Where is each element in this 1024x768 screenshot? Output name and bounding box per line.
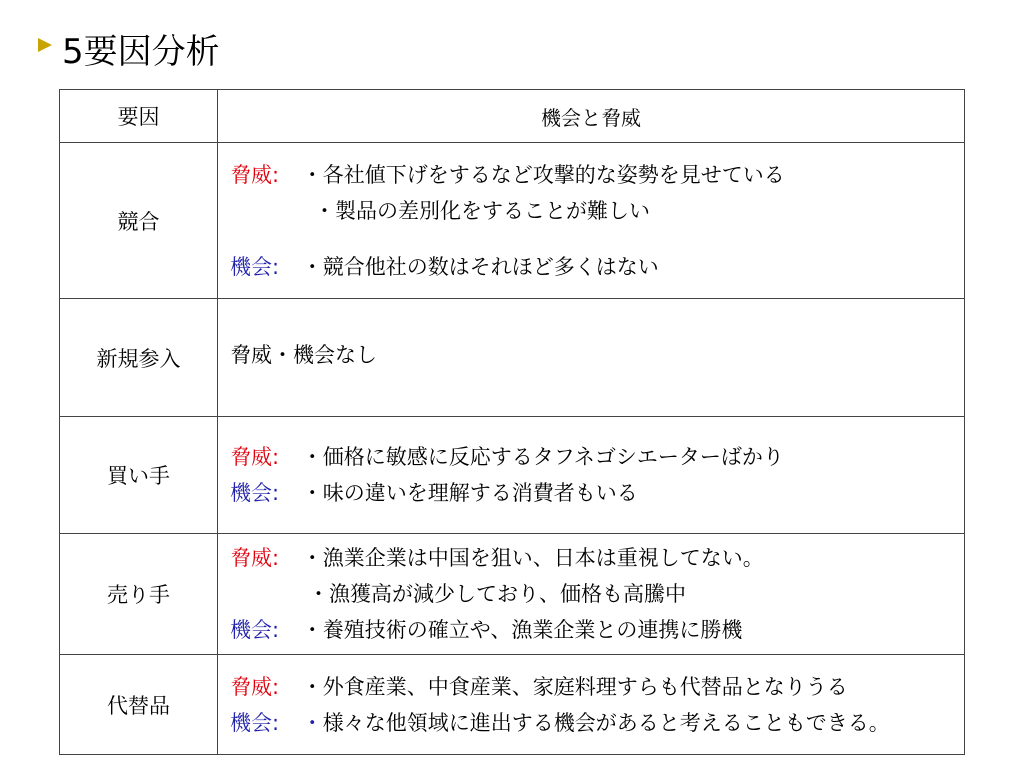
factor-seller: 売り手: [60, 534, 218, 655]
threat-line: [230, 439, 964, 475]
threat-label: 脅威:: [230, 546, 280, 570]
content-seller: [218, 534, 965, 655]
opportunity-label: 機会:: [230, 618, 280, 642]
factor-competition: 競合: [60, 143, 218, 299]
threat-label: 脅威:: [230, 445, 280, 469]
opportunity-label: 機会:: [230, 481, 280, 505]
threat-text: ・外食産業、中食産業、家庭料理すらも代替品となりうる: [301, 674, 848, 699]
threat-line: [230, 669, 964, 705]
row-seller: [60, 534, 965, 655]
content-competition: [218, 143, 965, 299]
row-new-entry: [60, 299, 965, 417]
opportunity-label: 機会:: [230, 254, 280, 279]
threat-line: [230, 157, 964, 193]
row-buyer: [60, 417, 965, 534]
triangle-bullet-icon: [38, 38, 52, 52]
opportunity-text: 様々な他領域に進出する機会があると考えることもできる。: [322, 710, 890, 735]
factor-new-entry: 新規参入: [60, 299, 218, 417]
opportunity-line: [230, 249, 964, 285]
threat-text: ・漁獲高が減少しており、価格も高騰中: [308, 582, 686, 606]
opportunity-label: 機会:: [230, 710, 280, 735]
content-new-entry: [218, 299, 965, 417]
opportunity-text: ・養殖技術の確立や、漁業企業との連携に勝機: [301, 618, 743, 642]
content-buyer: [218, 417, 965, 534]
factor-substitute: 代替品: [60, 655, 218, 755]
row-competition: [60, 143, 965, 299]
opportunity-text: ・競合他社の数はそれほど多くはない: [301, 254, 659, 279]
opportunity-bullet: ・: [301, 710, 323, 735]
new-entry-text: 脅威・機会なし: [230, 343, 377, 367]
threat-text: ・各社値下げをするなど攻撃的な姿勢を見せている: [301, 162, 785, 187]
opportunity-line: [230, 612, 964, 648]
page-title: 5要因分析: [62, 32, 220, 72]
five-factor-table: [59, 89, 965, 755]
row-substitute: [60, 655, 965, 755]
content-substitute: [218, 655, 965, 755]
threat-label: 脅威:: [230, 674, 280, 699]
opportunity-text: ・味の違いを理解する消費者もいる: [301, 481, 638, 505]
threat-label: 脅威:: [230, 162, 280, 187]
opportunity-line: [230, 705, 964, 741]
opportunity-line: [230, 475, 964, 511]
factor-buyer: 買い手: [60, 417, 218, 534]
threat-line: [230, 540, 964, 576]
threat-text: ・製品の差別化をすることが難しい: [314, 198, 650, 223]
threat-text: ・価格に敏感に反応するタフネゴシエーターばかり: [301, 445, 784, 469]
header-factor: 要因: [60, 90, 218, 143]
header-opportunity-threat: 機会と脅威: [218, 90, 965, 143]
header-row: [60, 90, 965, 143]
threat-text: ・漁業企業は中国を狙い、日本は重視してない。: [301, 546, 764, 570]
